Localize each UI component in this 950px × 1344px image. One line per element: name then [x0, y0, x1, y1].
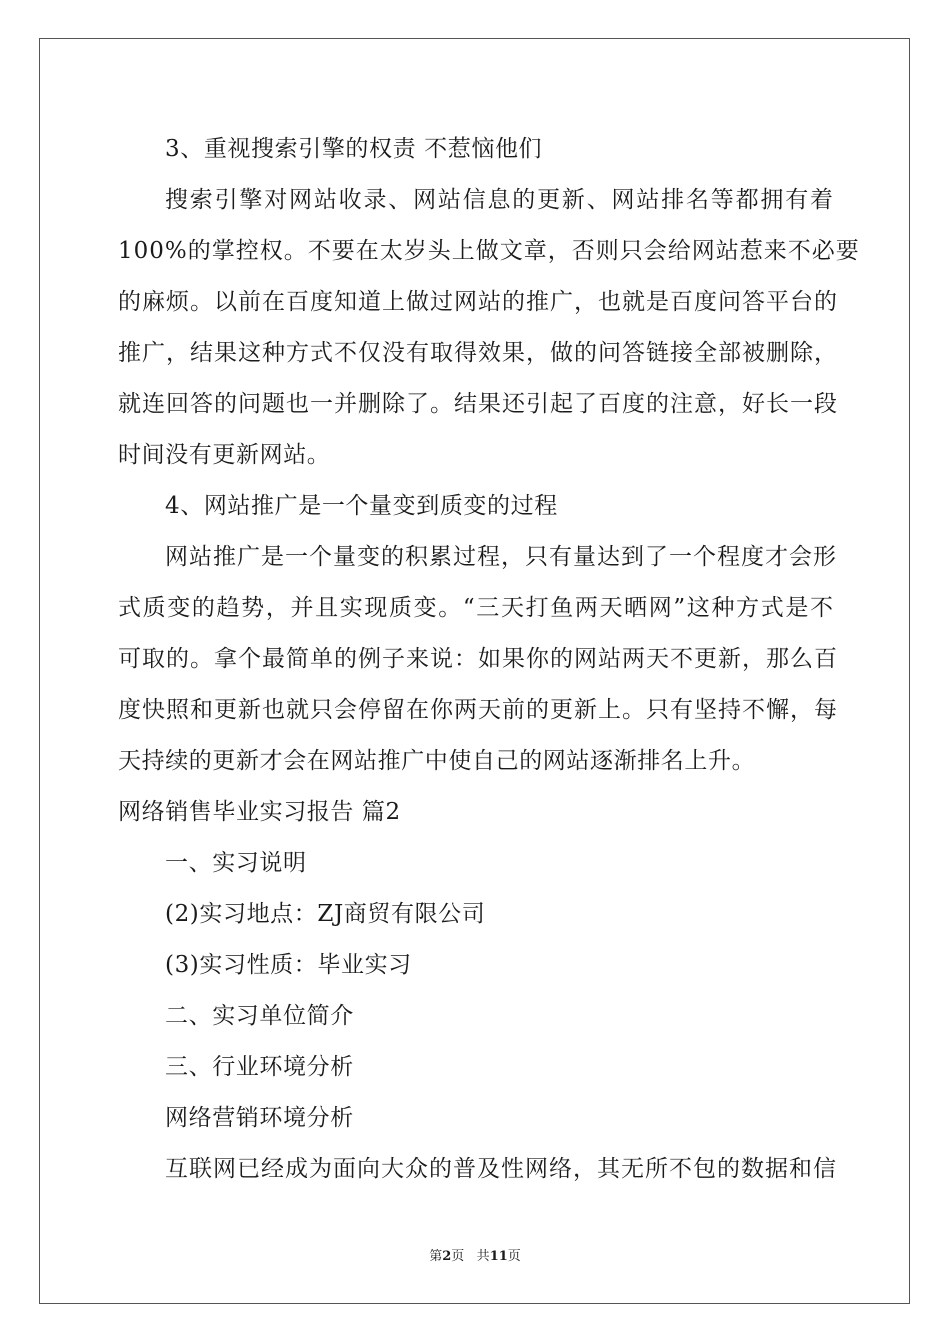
footer-page-suffix: 页 — [451, 1249, 465, 1264]
section-heading: 三、行业环境分析 — [165, 1054, 354, 1080]
section-heading: 二、实习单位简介 — [165, 1003, 354, 1029]
section-heading: (2)实习地点：ZJ商贸有限公司 — [165, 901, 486, 927]
paragraph-line: 的麻烦。以前在百度知道上做过网站的推广，也就是百度问答平台的 — [118, 289, 838, 315]
section-heading: 一、实习说明 — [165, 850, 307, 876]
section-heading: (3)实习性质：毕业实习 — [165, 952, 412, 978]
paragraph-line: 式质变的趋势，并且实现质变。“三天打鱼两天晒网”这种方式是不 — [118, 595, 834, 621]
paragraph-line: 搜索引擎对网站收录、网站信息的更新、网站排名等都拥有着 — [165, 187, 834, 213]
footer-page-number: 2 — [442, 1249, 452, 1264]
paragraph-line: 就连回答的问题也一并删除了。结果还引起了百度的注意，好长一段 — [118, 391, 838, 417]
section-title: 网络销售毕业实习报告 篇2 — [118, 799, 401, 825]
footer-total-suffix: 页 — [507, 1249, 521, 1264]
paragraph-line: 度快照和更新也就只会停留在你两天前的更新上。只有坚持不懈，每 — [118, 697, 838, 723]
paragraph-line: 互联网已经成为面向大众的普及性网络，其无所不包的数据和信 — [165, 1156, 837, 1182]
section-heading: 3、重视搜索引擎的权责 不惹恼他们 — [165, 136, 543, 162]
section-heading: 网络营销环境分析 — [165, 1105, 354, 1131]
footer-total-prefix: 共 — [476, 1249, 490, 1264]
paragraph-line: 100%的掌控权。不要在太岁头上做文章，否则只会给网站惹来不必要 — [118, 238, 860, 264]
page-footer — [0, 1248, 950, 1266]
paragraph-line: 时间没有更新网站。 — [118, 442, 331, 468]
footer-page-prefix: 第 — [429, 1249, 443, 1264]
section-heading: 4、网站推广是一个量变到质变的过程 — [165, 493, 558, 519]
document-body — [118, 124, 860, 1195]
paragraph-line: 天持续的更新才会在网站推广中使自己的网站逐渐排名上升。 — [118, 748, 756, 774]
footer-total-pages: 11 — [489, 1249, 508, 1264]
paragraph-line: 网站推广是一个量变的积累过程，只有量达到了一个程度才会形 — [165, 544, 837, 570]
paragraph-line: 推广，结果这种方式不仅没有取得效果，做的问答链接全部被删除， — [118, 340, 838, 366]
paragraph-line: 可取的。拿个最简单的例子来说：如果你的网站两天不更新，那么百 — [118, 646, 838, 672]
